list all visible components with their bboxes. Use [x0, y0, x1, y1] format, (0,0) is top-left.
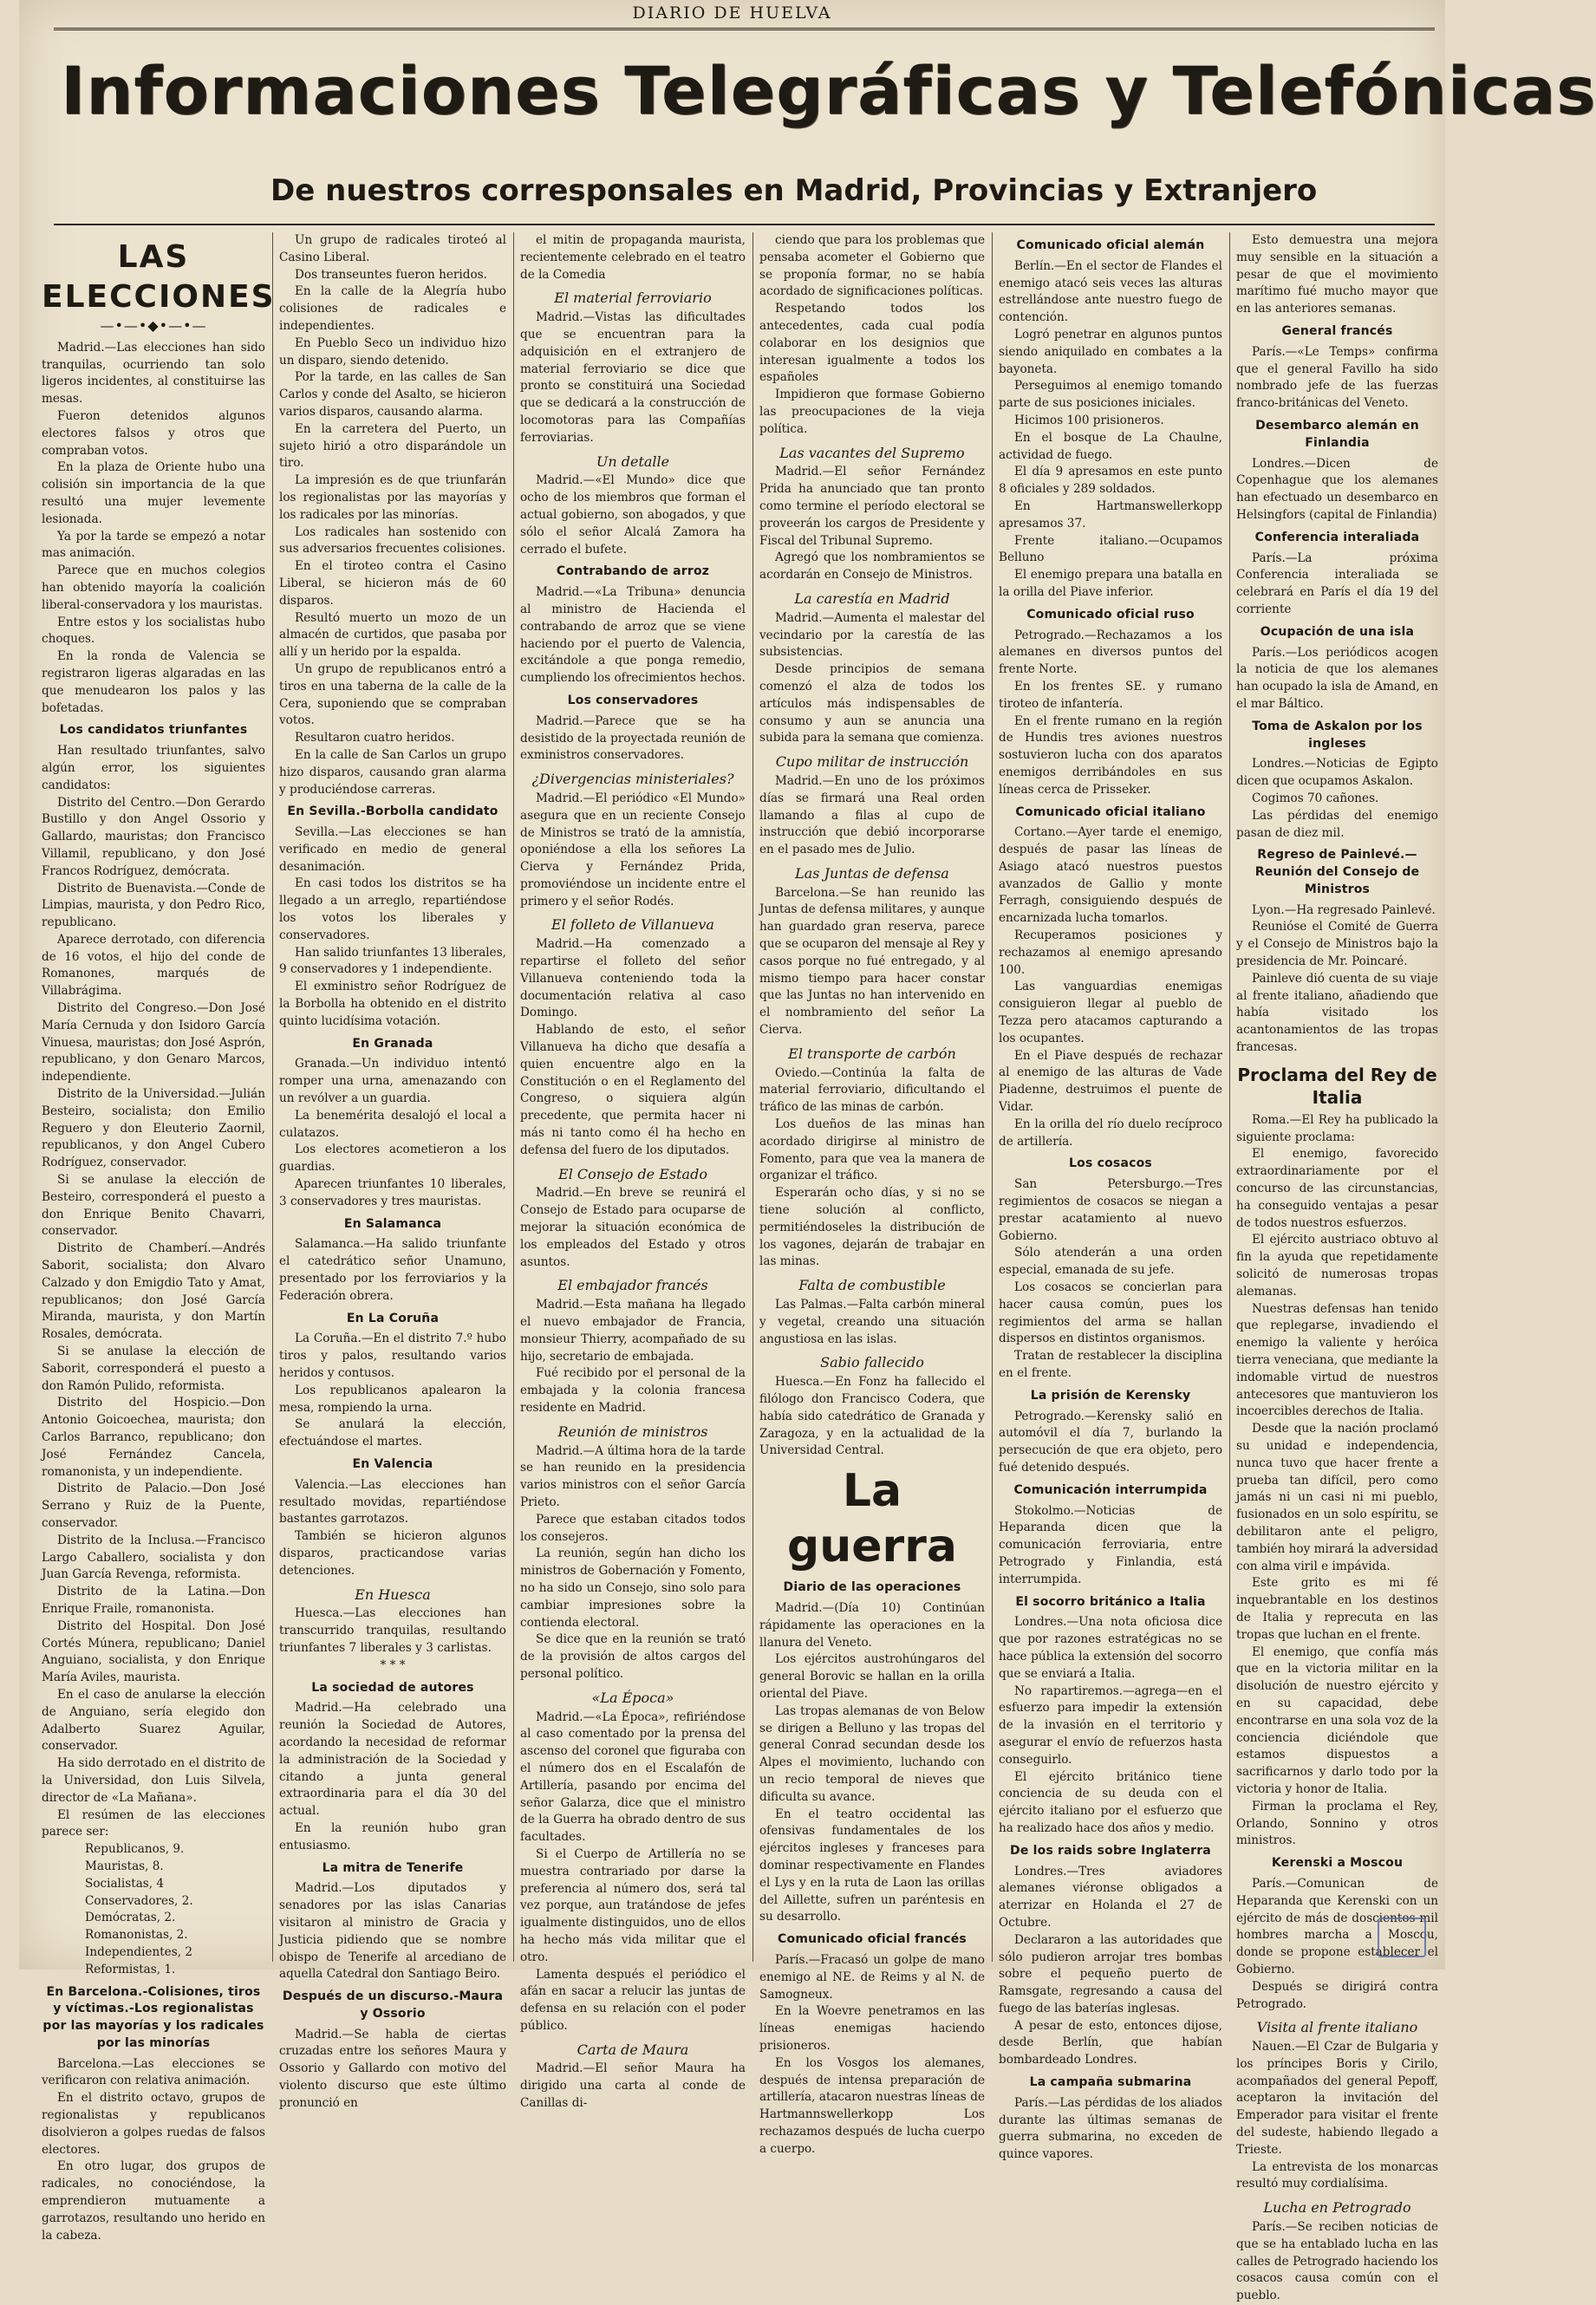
subheading: Comunicado oficial alemán [1016, 238, 1205, 252]
subheading: Los conservadores [567, 693, 699, 707]
tally-line: Mauristas, 8. [85, 1859, 164, 1873]
paragraph: Madrid.—En uno de los próximos días se firmará una Real orden llamando a filas al cupo de instrucción que debió incorporarse en el pasado mes de Julio. [759, 773, 985, 857]
column-rule [992, 232, 993, 1962]
subheading: Visita al frente italiano [1256, 2019, 1418, 2036]
paragraph: Madrid.—Parece que se ha desistido de la proyectada reunión de exministros conservadores. [520, 713, 746, 763]
subheading: En Barcelona.-Colisiones, tiros y víctimas.-Los regionalistas por las mayorías y los radicales por las minorías [42, 1984, 264, 2050]
section-heading-elecciones: LAS ELECCIONES [42, 239, 276, 315]
separator-stars: * * * [380, 1657, 406, 1672]
paragraph: Petrogrado.—Rechazamos a los alemanes en diversos puntos del frente Norte. [999, 628, 1222, 677]
newspaper-page [19, 0, 1596, 2303]
paragraph: Madrid.—Ha celebrado una reunión la Sociedad de Autores, acordando la necesidad de reformar la administración de la Sociedad y citando a junta general extraordinaria para el día 30 del actual. [279, 1701, 506, 1819]
paragraph: El ejército austriaco obtuvo al fin la ayuda que repetidamente solicitó de numerosas tropas alemanas. [1236, 1233, 1438, 1299]
paragraph: Nauen.—El Czar de Bulgaria y los príncipes Boris y Cirilo, acompañados del general Pepoff, aceptaron la invitación del Emperador para visitar el frente del sudeste, habiendo llegado a Trieste. [1236, 2040, 1438, 2157]
section-heading-guerra: La guerra [787, 1465, 957, 1573]
paragraph: San Petersburgo.—Tres regimientos de cosacos se niegan a prestar acatamiento al nuevo Gobierno. [999, 1177, 1222, 1243]
paragraph: La impresión es de que triunfarán los regionalistas por las mayorías y los radicales por las minorías. [279, 473, 506, 522]
paragraph: Madrid.—«El Mundo» dice que ocho de los miembros que forman el actual gobierno, son abogados, y que sólo el señor Alcalá Zamora ha cerrado el bufete. [520, 473, 746, 557]
subheading: Conferencia interaliada [1254, 530, 1420, 544]
subheading: El socorro británico a Italia [1015, 1594, 1206, 1609]
paragraph: Esperarán ocho días, y si no se tiene solución al conflicto, permitiéndoseles la distribución de los vagones, dejarán de trabajar en las minas. [759, 1186, 985, 1269]
paragraph: Lamenta después el periódico el afán en sacar a relucir las juntas de defensa en su relación con el poder público. [520, 1967, 746, 2033]
paragraph: Dos transeuntes fueron heridos. [295, 267, 487, 282]
paragraph: Barcelona.—Las elecciones se verificaron con relativa animación. [42, 2056, 265, 2088]
paragraph: Nuestras defensas han tenido que replegarse, invadiendo el enemigo la valiente y heróica tierra veneciana, que mediante la indomable virtud de nuestros antecesores que mantuvieron los incoercibles derechos de Italia. [1236, 1301, 1438, 1419]
paragraph: En el tiroteo contra el Casino Liberal, se hicieron más de 60 disparos. [279, 559, 506, 608]
paragraph: Desde que la nación proclamó su unidad e independencia, nunca tuvo que hacer frente a prueba tan difícil, pero como jamás ni un casi ni mi pueblo, fusionados en un solo espíritu, se debilitaron ante el peligro, también hoy mirará la adversidad con alma viril e impávida. [1236, 1422, 1438, 1573]
paragraph: Agregó que los nombramientos se acordarán en Consejo de Ministros. [759, 550, 985, 583]
paragraph: Madrid.—Se habla de ciertas cruzadas entre los señores Maura y Ossorio y Gallardo con motivo del violento discurso que este último pronunció en [279, 2027, 506, 2110]
paragraph: No rapartiremos.—agrega—en el esfuerzo para impedir la extensión de la invasión en el territorio y asegurar el envío de refuerzos hasta conseguirlo. [999, 1683, 1222, 1767]
paragraph: Firman la proclama el Rey, Orlando, Sonnino y otros ministros. [1236, 1799, 1438, 1848]
column-5 [993, 232, 1228, 2162]
subheading: Sabio fallecido [820, 1354, 924, 1371]
paragraph: Berlín.—En el sector de Flandes el enemigo atacó seis veces las alturas estrellándose ante nuestro fuego de contención. [999, 258, 1222, 325]
paragraph: Londres.—Dicen de Copenhague que los alemanes han efectuado un desembarco en Helsingfors (capital de Finlandia) [1236, 456, 1438, 522]
paragraph: Londres.—Tres aviadores alemanes viéronse obligados a aterrizar en Holanda el 27 de Octubre. [999, 1864, 1222, 1930]
subheading: Las vacantes del Supremo [779, 444, 965, 461]
paragraph: Londres.—Una nota oficiosa dice que por razones estratégicas no se hace pública la extensión del socorro que se enviará a Italia. [999, 1615, 1222, 1681]
top-rule [54, 28, 1435, 30]
paragraph: En Pueblo Seco un individuo hizo un disparo, siendo detenido. [279, 335, 506, 368]
paragraph: Granada.—Un individuo intentó romper una urna, amenazando con un revólver a un guardia. [279, 1057, 506, 1106]
paragraph: Los electores acometieron a los guardias. [279, 1143, 506, 1175]
subheading: La campaña submarina [1029, 2075, 1192, 2090]
paragraph: Huesca.—Las elecciones han transcurrido tranquilas, resultando triunfantes 7 liberales y 3 carlistas. [279, 1606, 506, 1655]
paragraph: El enemigo prepara una batalla en la orilla del Piave inferior. [999, 568, 1222, 599]
paragraph: París.—Se reciben noticias de que se ha entablado lucha en las calles de Petrogrado haciendo los cosacos causa común con el pueblo. [1236, 2220, 1438, 2303]
subheading: Después de un discurso.-Maura y Ossorio [282, 1989, 504, 2021]
paragraph: En el caso de anularse la elección de Anguiano, sería elegido don Adalberto Suarez Aguilar, conservador. [42, 1687, 265, 1754]
paragraph: Han salido triunfantes 13 liberales, 9 conservadores y 1 independiente. [279, 945, 506, 977]
paragraph: Cogimos 70 cañones. [1252, 791, 1379, 805]
paragraph: También se hicieron algunos disparos, practicandose varias detenciones. [279, 1529, 506, 1578]
subheading: El transporte de carbón [788, 1045, 956, 1062]
library-stamp-icon [1378, 1918, 1426, 1957]
ornament: —•—•◆•—•— [100, 317, 207, 334]
subheading: La prisión de Kerensky [1030, 1388, 1191, 1403]
column-rule [272, 232, 273, 1962]
tally-line: Socialistas, 4 [85, 1876, 165, 1891]
subheading: La carestía en Madrid [794, 589, 950, 607]
paragraph: Se dice que en la reunión se trató de la provisión de altos cargos del personal político. [520, 1632, 746, 1681]
paragraph: Madrid.—Las elecciones han sido tranquilas, ocurriendo tan solo ligeros incidentes, al constituirse las mesas. [42, 340, 265, 407]
paragraph: Madrid.—Vistas las dificultades que se encuentran para la adquisición en el extranjero de material ferroviario se dice que pronto se constituirá una Sociedad que se dedicará a la construcción de locomotoras para las Compañías ferroviarias. [520, 310, 746, 445]
paragraph: Cortano.—Ayer tarde el enemigo, después de pasar las líneas de Asiago atacó nuestros puestos avanzados de Gallio y monte Ferragh, consiguiendo después de encarnizada lucha tomarlos. [999, 825, 1222, 926]
subheading: «La Época» [591, 1689, 674, 1706]
paragraph: Madrid.—En breve se reunirá el Consejo de Estado para ocuparse de mejorar la situación económica de los empleados del Estado y otros asuntos. [520, 1186, 746, 1269]
tally-line: Republicanos, 9. [85, 1842, 185, 1857]
paragraph: Ha sido derrotado en el distrito de la Universidad, don Luis Silvela, director de «La Mañana». [42, 1756, 265, 1805]
column-1 [36, 232, 276, 2243]
paragraph: Resultó muerto un mozo de un almacén de curtidos, que pasaba por allí y un herido por la espalda. [279, 610, 506, 660]
paragraph: El enemigo, favorecido extraordinariamente por el concurso de las circunstancias, ha conseguido ventajas a pesar de todos nuestros esfuerzos. [1236, 1147, 1438, 1230]
paragraph: En la plaza de Oriente hubo una colisión sin importancia de la que resultó una mujer levemente lesionada. [42, 460, 265, 526]
paragraph: Reunióse el Comité de Guerra y el Consejo de Ministros bajo la presidencia de Mr. Poincaré. [1236, 920, 1438, 969]
header-rule [54, 224, 1435, 225]
paragraph: París.—Fracasó un golpe de mano enemigo al NE. de Reims y al N. de Samogneux. [759, 1952, 985, 2002]
paragraph: Madrid.—A última hora de la tarde se han reunido en la presidencia varios ministros con el señor García Prieto. [520, 1443, 746, 1509]
paragraph: Madrid.—«La Época», refiriéndose al caso comentado por la prensa del ascenso del coronel que figuraba con el número dos en el Escalafón de Artillería, pasando por encima del señor Galarza, dice que el ministro de la Guerra ha obrado dentro de sus facultades. [520, 1709, 746, 1845]
paragraph: París.—Las pérdidas de los aliados durante las últimas semanas de guerra submarina, no exceden de quince vapores. [999, 2095, 1222, 2162]
paragraph: Las vanguardias enemigas consiguieron llegar al pueblo de Tezza pero atacamos capturando a los ocupantes. [999, 980, 1222, 1045]
column-rule [1229, 232, 1230, 1962]
subheading: La mitra de Tenerife [322, 1860, 464, 1875]
paragraph: Hablando de esto, el señor Villanueva ha dicho que desafía a quien encuentre algo en la Constitución o en el Reglamento del Congreso, o siquiera algún precedente, que permita hacer ni más ni tanto como él ha hecho en defensa del fuero de los diputados. [520, 1023, 746, 1157]
paragraph: El ejército británico tiene conciencia de su deuda con el ejército italiano por el esfuerzo que ha realizado hace dos años y medio. [999, 1769, 1222, 1835]
paragraph: Las Palmas.—Falta carbón mineral y vegetal, creando una situación angustiosa en las islas. [759, 1298, 985, 1346]
paragraph: ciendo que para los problemas que pensaba acometer el Gobierno que se proponía formar, no se había acordado de significaciones políticas. [759, 233, 985, 299]
subheading: En Granada [352, 1036, 433, 1051]
paragraph: Perseguimos al enemigo tomando parte de sus posiciones iniciales. [999, 379, 1222, 411]
paragraph: Los dueños de las minas han acordado dirigirse al ministro de Fomento, para que vea la manera de organizar el tráfico. [759, 1117, 985, 1183]
paragraph: Han resultado triunfantes, salvo algún error, los siguientes candidatos: [42, 744, 265, 792]
paragraph: En otro lugar, dos grupos de radicales, no conociéndose, la emprendieron mutuamente a garrotazos, resultando uno herido en la cabeza. [42, 2159, 265, 2243]
subheading: Desembarco alemán en Finlandia [1255, 418, 1419, 450]
paragraph: Lyon.—Ha regresado Painlevé. [1252, 902, 1436, 917]
subheading: Los candidatos triunfantes [59, 723, 248, 738]
paragraph: Sevilla.—Las elecciones se han verificado en medio de general desanimación. [279, 825, 506, 874]
subheading: Reunión de ministros [557, 1423, 708, 1440]
paragraph: Impidieron que formase Gobierno las preocupaciones de la vieja política. [759, 387, 985, 436]
paragraph: Fué recibido por el personal de la embajada y la colonia francesa residente en Madrid. [520, 1366, 746, 1415]
paragraph: París.—La próxima Conferencia interaliada se celebrará en París el día 19 del corriente [1236, 550, 1438, 616]
paragraph: Resultaron cuatro heridos. [295, 731, 455, 746]
subheading: En Salamanca [343, 1216, 442, 1231]
column-4 [754, 232, 990, 2156]
paragraph: París.—Los periódicos acogen la noticia de que los alemanes han ocupado la isla de Amand, en el mar Báltico. [1236, 645, 1438, 711]
paragraph: Parece que en muchos colegios han obtenido mayoría la coalición liberal-conservadora y los mauristas. [42, 563, 265, 612]
paragraph: Si se anulase la elección de Besteiro, corresponderá el puesto a don Enrique Benito Chavarri, conservador. [42, 1173, 265, 1239]
paragraph: el mitin de propaganda maurista, recientemente celebrado en el teatro de la Comedia [520, 233, 746, 282]
paragraph: Esto demuestra una mejora muy sensible en la situación a pesar de que el movimiento marítimo fué mucho mayor que en las anteriores semanas. [1236, 233, 1438, 316]
tally-line: Reformistas, 1. [85, 1962, 176, 1976]
paragraph: Por la tarde, en las calles de San Carlos y conde del Asalto, se hicieron varios disparos, causando alarma. [279, 370, 506, 419]
paragraph: Desde principios de semana comenzó el alza de todos los artículos más indispensables de consumo y aun se anuncia una subida para la semana que comienza. [759, 662, 985, 746]
paragraph: Madrid.—Los diputados y senadores por las islas Canarias visitaron al ministro de Gracia y Justicia pidiendo que se nombre obispo de Tenerife al arcediano de aquella Catedral don Santiago Beiro. [279, 1881, 506, 1982]
paragraph: Londres.—Noticias de Egipto dicen que ocupamos Askalon. [1236, 757, 1438, 789]
paragraph: Roma.—El Rey ha publicado la siguiente proclama: [1236, 1112, 1438, 1144]
paragraph: Hicimos 100 prisioneros. [1014, 413, 1164, 427]
subheading: En Sevilla.-Borbolla candidato [287, 804, 498, 819]
paragraph: Los republicanos apalearon la mesa, rompiendo la urna. [279, 1383, 506, 1415]
paragraph: En la Woevre penetramos en las líneas enemigas haciendo prisioneros. [759, 2004, 985, 2053]
paragraph: En la carretera del Puerto, un sujeto hirió a otro disparándole un tiro. [279, 421, 506, 471]
column-rule [513, 232, 514, 1962]
paragraph: En la calle de San Carlos un grupo hizo disparos, causando gran alarma y produciéndose carreras. [279, 747, 506, 797]
paragraph: Este grito es mi fé inquebrantable en los destinos de Italia y reprecuta en las tropas que luchan en el frente. [1236, 1576, 1438, 1642]
paragraph: París.—«Le Temps» confirma que el general Favillo ha sido nombrado jefe de las fuerzas franco-británicas del Veneto. [1236, 344, 1438, 411]
section-heading-proclama: Proclama del Rey de Italia [1237, 1064, 1437, 1108]
column-2 [274, 232, 511, 2110]
paragraph: La Coruña.—En el distrito 7.º hubo tiros y palos, resultando varios heridos y contusos. [279, 1332, 506, 1380]
subheading: De los raids sobre Inglaterra [1010, 1843, 1211, 1858]
page-subtitle: De nuestros corresponsales en Madrid, Provincias y Extranjero [270, 173, 1318, 208]
paragraph: Distrito del Hospital. Don José Cortés Múnera, republicano; Daniel Anguiano, socialista, y don Enrique María Aviles, maurista. [42, 1618, 265, 1685]
paragraph: Los radicales han sostenido con sus adversarios frecuentes colisiones. [279, 524, 506, 557]
paragraph: El día 9 apresamos en este punto 8 oficiales y 289 soldados. [999, 465, 1222, 497]
paragraph: En el distrito octavo, grupos de regionalistas y republicanos disolvieron a golpes ruedas de falsos electores. [42, 2091, 265, 2157]
paragraph: El enemigo, que confía más que en la victoria militar en la disolución de nuestro ejército y en su capacidad, debe encontrarse en una sola voz de la conciencia diciéndole que estamos dispuestos a sacrificarnos y darlo todo por la victoria y honor de Italia. [1236, 1644, 1438, 1796]
paragraph: Madrid.—Esta mañana ha llegado el nuevo embajador de Francia, monsieur Thierry, acompañado de su hijo, secretario de embajada. [520, 1298, 746, 1364]
paragraph: Distrito de Chamberí.—Andrés Saborit, socialista; don Alvaro Calzado y don Emigdio Tato y Amat, republicanos; don José García Miranda, maurista, y don Martín Rosales, demócrata. [42, 1241, 265, 1342]
paragraph: En el frente rumano en la región de Hundis tres aviones nuestros sostuvieron lucha con dos aparatos enemigos derribándoles en sus líneas cerca de Prisseker. [999, 713, 1222, 797]
paragraph: Un grupo de radicales tiroteó al Casino Liberal. [279, 233, 506, 264]
subheading: El embajador francés [557, 1277, 708, 1294]
paragraph: Madrid.—(Día 10) Continúan rápidamente las operaciones en la llanura del Veneto. [759, 1600, 985, 1650]
paragraph: Sólo atenderán a una orden especial, emanada de su jefe. [999, 1246, 1222, 1278]
paragraph: En el bosque de La Chaulne, actividad de fuego. [999, 430, 1222, 462]
column-6 [1231, 232, 1443, 2303]
paragraph: Petrogrado.—Kerensky salió en automóvil el día 7, burlando la persecución de que era objeto, pero fué detenido después. [999, 1409, 1222, 1475]
subheading: El material ferroviario [554, 290, 712, 307]
subheading: La sociedad de autores [311, 1680, 474, 1695]
paragraph: Distrito del Congreso.—Don José María Cernuda y don Isidoro García Vinuesa, mauristas; don José Asprón, republicano, y don Genaro Marcos, independiente. [42, 1001, 265, 1084]
paragraph: En los Vosgos los alemanes, después de intensa preparación de artillería, atacaron nuestras líneas de Hartmannswellerkopp Los rechazamos después de lucha cuerpo a cuerpo. [759, 2055, 985, 2156]
paragraph: Stokolmo.—Noticias de Heparanda dicen que la comunicación ferroviaria, entre Petrogrado y Finlandia, está interrumpida. [999, 1503, 1222, 1586]
paragraph: Logró penetrar en algunos puntos siendo aniquilado en combates a la bayoneta. [999, 327, 1222, 376]
paragraph: Aparece derrotado, con diferencia de 16 votos, el hijo del conde de Romanones, marqués de Villabrágima. [42, 932, 265, 999]
paragraph: Entre estos y los socialistas hubo choques. [42, 615, 265, 647]
paragraph: Distrito de la Universidad.—Julián Besteiro, socialista; don Emilio Reguero y don Eleuterio Zaornil, republicanos, y don Angel Cubero Rodríguez, conservador. [42, 1087, 265, 1170]
tally-line: Romanonistas, 2. [85, 1928, 188, 1943]
paper-name: DIARIO DE HUELVA [632, 3, 832, 23]
paragraph: Huesca.—En Fonz ha fallecido el filólogo don Francisco Codera, que había sido catedrático de Granada y Zaragoza, y en la actualidad de la Universidad Central. [759, 1375, 985, 1458]
paragraph: Declararon a las autoridades que sólo pudieron arrojar tres bombas sobre el pequeño puerto de Ramsgate, regresando a causa del fuego de las baterías inglesas. [999, 1932, 1222, 2015]
paragraph: En la calle de la Alegría hubo colisiones de radicales e independientes. [279, 284, 506, 333]
subheading: Toma de Askalon por los ingleses [1252, 719, 1423, 751]
paragraph: Recuperamos posiciones y rechazamos al enemigo apresando 100. [999, 928, 1222, 977]
subheading: Falta de combustible [798, 1277, 946, 1294]
paragraph: Después se dirigirá contra Petrogrado. [1236, 1979, 1438, 2011]
paragraph: Parece que estaban citados todos los consejeros. [520, 1512, 746, 1544]
subheading: Comunicación interrumpida [1013, 1482, 1208, 1497]
tally-line: Independientes, 2 [85, 1944, 192, 1959]
subheading: Ocupación de una isla [1260, 624, 1415, 639]
subheading: El folleto de Villanueva [551, 916, 714, 934]
subheading: Contrabando de arroz [556, 564, 710, 579]
paragraph: París.—Comunican de Heparanda que Kerenski con un ejército de más de doscientos mil hombres marcha a Moscou, donde se propone establecer el Gobierno. [1236, 1876, 1438, 1976]
paragraph: Madrid.—El señor Maura ha dirigido una carta al conde de Canillas di- [520, 2061, 746, 2111]
paragraph: Distrito del Centro.—Don Gerardo Bustillo y don Angel Ossorio y Gallardo, mauristas; don Francisco Villamil, republicano, y don José Francos Rodríguez, demócrata. [42, 795, 265, 878]
paragraph: Los ejércitos austrohúngaros del general Borovic se hallan en la orilla oriental del Piave. [759, 1652, 985, 1701]
paragraph: En los frentes SE. y rumano tiroteo de infantería. [999, 679, 1222, 711]
paragraph: En Hartmanswellerkopp apresamos 37. [999, 498, 1222, 531]
subheading: Diario de las operaciones [783, 1580, 961, 1595]
paragraph: El resúmen de las elecciones parece ser: [42, 1807, 265, 1839]
column-3 [515, 232, 751, 2111]
subheading: El Consejo de Estado [558, 1165, 707, 1182]
subheading: Los cosacos [1069, 1156, 1152, 1171]
paragraph: Oviedo.—Continúa la falta de material ferroviario, dificultando el tráfico de las minas de carbón. [759, 1065, 985, 1115]
paragraph: Madrid.—El periódico «El Mundo» asegura que en un reciente Consejo de Ministros se trató de la amnistía, oponiéndose a ella los señores La Cierva y Fernández Prida, promoviéndose un incidente entre el primero y el señor Rodés. [520, 791, 746, 908]
subheading: Un detalle [596, 453, 670, 470]
paragraph: Los cosacos se concierlan para hacer causa común, pues los regimientos del arma se hallan dispersos en distintos organismos. [999, 1280, 1222, 1346]
subheading: Carta de Maura [577, 2041, 689, 2058]
subheading: Comunicado oficial francés [778, 1932, 967, 1947]
subheading: Comunicado oficial ruso [1026, 607, 1195, 622]
subheading: Kerenski a Moscou [1271, 1856, 1404, 1871]
tally-line: Demócratas, 2. [85, 1911, 176, 1925]
paragraph: En el Piave después de rechazar al enemigo de las alturas de Vade Piadenne, destruimos el puente de Vidar. [999, 1048, 1222, 1115]
page-title: Informaciones Telegráficas y Telefónicas [61, 52, 1596, 129]
subheading: Regreso de Painlevé.—Reunión del Consejo de Ministros [1254, 848, 1420, 896]
paragraph: La benemérita desalojó el local a culatazos. [279, 1108, 506, 1140]
paragraph: Un grupo de republicanos entró a tiros en una taberna de la calle de la Cera, suponiendo que se compraban votos. [279, 661, 506, 728]
paragraph: Frente italiano.—Ocupamos Belluno [999, 533, 1222, 565]
paragraph: Fueron detenidos algunos electores falsos y otros que compraban votos. [42, 408, 265, 458]
paragraph: Las pérdidas del enemigo pasan de diez mil. [1236, 808, 1438, 840]
paragraph: Painleve dió cuenta de su viaje al frente italiano, añadiendo que había visitado los acantonamientos de las tropas francesas. [1236, 971, 1438, 1055]
subheading: En Valencia [352, 1456, 433, 1471]
paragraph: En el teatro occidental las ofensivas fundamentales de los ejércitos ingleses y franceses para dominar respectivamente en Flandes el Lys y en la ruta de Laon las orillas del Aillette, sufren un paréntesis en su desarrollo. [759, 1807, 985, 1924]
subheading: General francés [1281, 323, 1393, 338]
paragraph: En la orilla del río duelo recíproco de artillería. [999, 1117, 1222, 1149]
subheading: Comunicado oficial italiano [1015, 804, 1206, 819]
paragraph: Distrito del Hospicio.—Don Antonio Goicoechea, maurista; don Carlos Barranco, republicano; don José Fernández Cancela, romanonista, y un independiente. [42, 1396, 265, 1479]
paragraph: Respetando todos los antecedentes, cada cual podía colaborar en los designios que interesan igualmente a todos los españoles [759, 302, 985, 385]
subheading: ¿Divergencias ministeriales? [531, 771, 734, 788]
subheading: En La Coruña [346, 1311, 440, 1325]
paragraph: Tratan de restablecer la disciplina en el frente. [999, 1349, 1222, 1380]
paragraph: Aparecen triunfantes 10 liberales, 3 conservadores y tres mauristas. [279, 1177, 506, 1208]
paragraph: Salamanca.—Ha salido triunfante el catedrático señor Unamuno, presentado por los ferroviarios y la Federación obrera. [279, 1237, 506, 1303]
subheading: Las Juntas de defensa [795, 864, 949, 882]
paragraph: En casi todos los distritos se ha llegado a un arreglo, repartiéndose los votos los liberales y conservadores. [279, 876, 506, 942]
paragraph: Valencia.—Las elecciones han resultado movidas, repartiéndose bastantes garrotazos. [279, 1477, 506, 1527]
subheading: Lucha en Petrogrado [1263, 2199, 1411, 2217]
paragraph: A pesar de esto, entonces dijose, desde Berlín, que habían bombardeado Londres. [999, 2018, 1222, 2067]
paragraph: Madrid.—El señor Fernández Prida ha anunciado que tan pronto como termine el período electoral se proveerán los cargos de Presidente y Fiscal del Tribunal Supremo. [759, 465, 985, 548]
column-rule [752, 232, 753, 1962]
paragraph: Madrid.—Aumenta el malestar del vecindario por la carestía de las subsistencias. [759, 610, 985, 660]
paragraph: Distrito de la Inclusa.—Francisco Largo Caballero, socialista y don Juan García Revenga, reformista. [42, 1533, 265, 1582]
paragraph: Ya por la tarde se empezó a notar mas animación. [42, 529, 265, 561]
paragraph: El exministro señor Rodríguez de la Borbolla ha obtenido en el distrito quinto lucidísima votación. [279, 980, 506, 1028]
paragraph: Las tropas alemanas de von Below se dirigen a Belluno y las tropas del general Conrad secundan desde los Alpes el movimiento, luchando con un recio temporal de nieves que dificulta su avance. [759, 1703, 985, 1804]
subheading: En Huesca [355, 1586, 431, 1603]
paragraph: Distrito de Buenavista.—Conde de Limpias, maurista, y don Pedro Rico, republicano. [42, 881, 265, 930]
paragraph: Madrid.—Ha comenzado a repartirse el folleto del señor Villanueva conteniendo toda la documentación relativa al caso Domingo. [520, 937, 746, 1020]
paragraph: Madrid.—«La Tribuna» denuncia al ministro de Hacienda el contrabando de arroz que se viene haciendo por el puerto de Valencia, excitándole a que ponga remedio, cumpliendo los ofrecimientos hechos. [520, 585, 746, 686]
paragraph: Barcelona.—Se han reunido las Juntas de defensa militares, y aunque han guardado gran reserva, parece que se ocuparon del mensaje al Rey y casos porque no fué entregado, y al mismo tiempo para hacer constar que las Juntas no han intervenido en el nombramiento del señor La Cierva. [759, 885, 985, 1038]
paragraph: Se anulará la elección, efectuándose el martes. [279, 1417, 506, 1449]
paragraph: La entrevista de los monarcas resultó muy cordialísima. [1236, 2159, 1438, 2191]
paragraph: Si se anulase la elección de Saborit, corresponderá el puesto a don Ramón Pulido, reformista. [42, 1345, 265, 1393]
paragraph: Si el Cuerpo de Artillería no se muestra contrariado por darse la preferencia al número dos, será tal vez porque, aun tratándose de jefes igualmente distinguidos, uno de ellos ha hecho más vida militar que el otro. [520, 1846, 746, 1964]
tally-line: Conservadores, 2. [85, 1893, 193, 1908]
paragraph: Distrito de la Latina.—Don Enrique Fraile, romanonista. [42, 1585, 265, 1616]
paragraph: La reunión, según han dicho los ministros de Gobernación y Fomento, no ha sido un Consejo, sino solo para cambiar impresiones sobre la contienda electoral. [520, 1546, 746, 1630]
paragraph: Distrito de Palacio.—Don José Serrano y Ruiz de la Puente, conservador. [42, 1481, 265, 1530]
paragraph: En la ronda de Valencia se registraron ligeras algaradas en las que menudearon los palos y las bofetadas. [42, 649, 265, 715]
subheading: Cupo militar de instrucción [775, 753, 969, 771]
paragraph: En la reunión hubo gran entusiasmo. [279, 1820, 506, 1852]
